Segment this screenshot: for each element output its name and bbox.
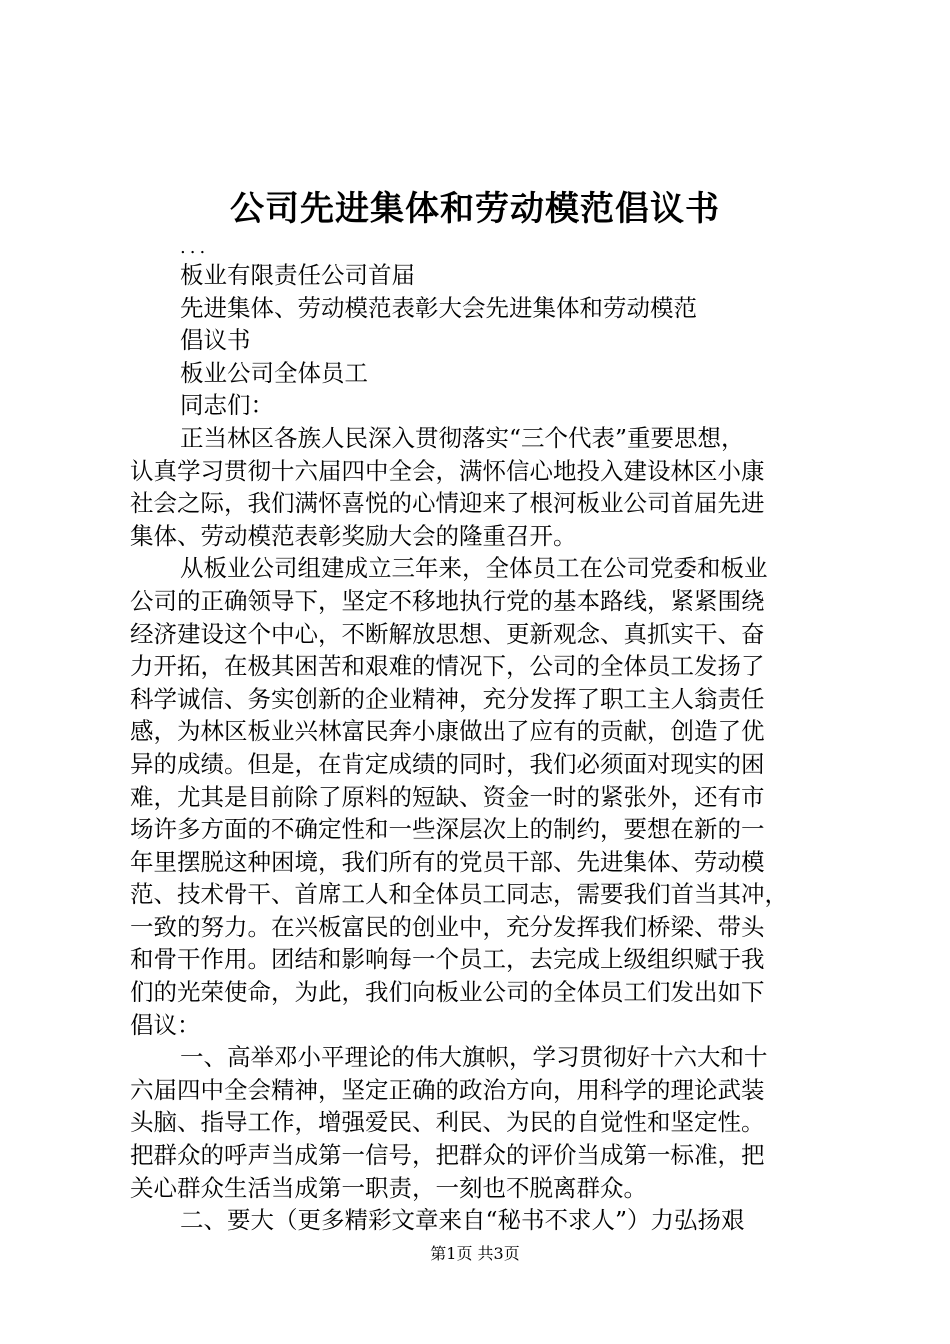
paragraph-line: 年里摆脱这种困境，我们所有的党员干部、先进集体、劳动模: [130, 847, 765, 876]
paragraph-line: 社会之际，我们满怀喜悦的心情迎来了根河板业公司首届先进: [130, 489, 765, 518]
paragraph-line: 集体、劳动模范表彰奖励大会的隆重召开。: [130, 521, 577, 550]
paragraph-line: 一致的努力。在兴板富民的创业中，充分发挥我们桥梁、带头: [130, 912, 765, 941]
paragraph: [130, 422, 830, 552]
paragraph-line: 和骨干作用。团结和影响每一个员工，去完成上级组织赋于我: [130, 945, 765, 974]
page-footer: 第1页 共3页: [430, 1244, 520, 1263]
paragraph-line: 倡议：: [130, 1010, 201, 1039]
paragraph: [130, 1041, 830, 1204]
heading-line: 倡议书: [180, 326, 251, 355]
document-title: 公司先进集体和劳动模范倡议书: [230, 189, 720, 229]
ellipsis-mark: ...: [180, 237, 210, 258]
paragraph-line: 六届四中全会精神，坚定正确的政治方向，用科学的理论武装: [130, 1075, 765, 1104]
heading-line: 先进集体、劳动模范表彰大会先进集体和劳动模范: [180, 293, 697, 322]
paragraph-line: 经济建设这个中心，不断解放思想、更新观念、真抓实干、奋: [130, 619, 765, 648]
paragraph-line: 关心群众生活当成第一职责，一刻也不脱离群众。: [130, 1173, 647, 1202]
paragraph-line: 异的成绩。但是，在肯定成绩的同时，我们必须面对现实的困: [130, 749, 765, 778]
paragraph-line: 正当林区各族人民深入贯彻落实“三个代表”重要思想，: [180, 423, 745, 452]
paragraphs-container: [130, 422, 830, 1237]
heading-line: 板业公司全体员工: [180, 358, 368, 387]
paragraph-line: 场许多方面的不确定性和一些深层次上的制约，要想在新的一: [130, 815, 765, 844]
paragraph-line: 感，为林区板业兴林富民奔小康做出了应有的贡献，创造了优: [130, 717, 765, 746]
heading-line: 板业有限责任公司首届: [180, 261, 415, 289]
paragraph: [130, 1204, 830, 1237]
salutation: 同志们：: [180, 391, 274, 420]
paragraph-line: 们的光荣使命，为此，我们向板业公司的全体员工们发出如下: [130, 978, 765, 1007]
paragraph-line: 一、高举邓小平理论的伟大旗帜，学习贯彻好十六大和十: [180, 1043, 768, 1072]
document-body: [130, 237, 830, 1237]
paragraph: [130, 552, 830, 1041]
paragraph-line: 把群众的呼声当成第一信号，把群众的评价当成第一标准，把: [130, 1141, 765, 1170]
paragraph-line: 范、技术骨干、首席工人和全体员工同志，需要我们首当其冲，: [130, 880, 788, 909]
paragraph-line: 二、要大（更多精彩文章来自“秘书不求人”）力弘扬艰: [180, 1206, 745, 1235]
paragraph-line: 难，尤其是目前除了原料的短缺、资金一时的紧张外，还有市: [130, 782, 765, 811]
paragraph-line: 力开拓，在极其困苦和艰难的情况下，公司的全体员工发扬了: [130, 652, 765, 681]
paragraph-line: 科学诚信、务实创新的企业精神，充分发挥了职工主人翁责任: [130, 684, 765, 713]
paragraph-line: 认真学习贯彻十六届四中全会，满怀信心地投入建设林区小康: [130, 456, 765, 485]
paragraph-line: 头脑、指导工作，增强爱民、利民、为民的自觉性和坚定性。: [130, 1108, 765, 1137]
paragraph-line: 从板业公司组建成立三年来，全体员工在公司党委和板业: [180, 554, 768, 583]
paragraph-line: 公司的正确领导下，坚定不移地执行党的基本路线，紧紧围绕: [130, 586, 765, 615]
